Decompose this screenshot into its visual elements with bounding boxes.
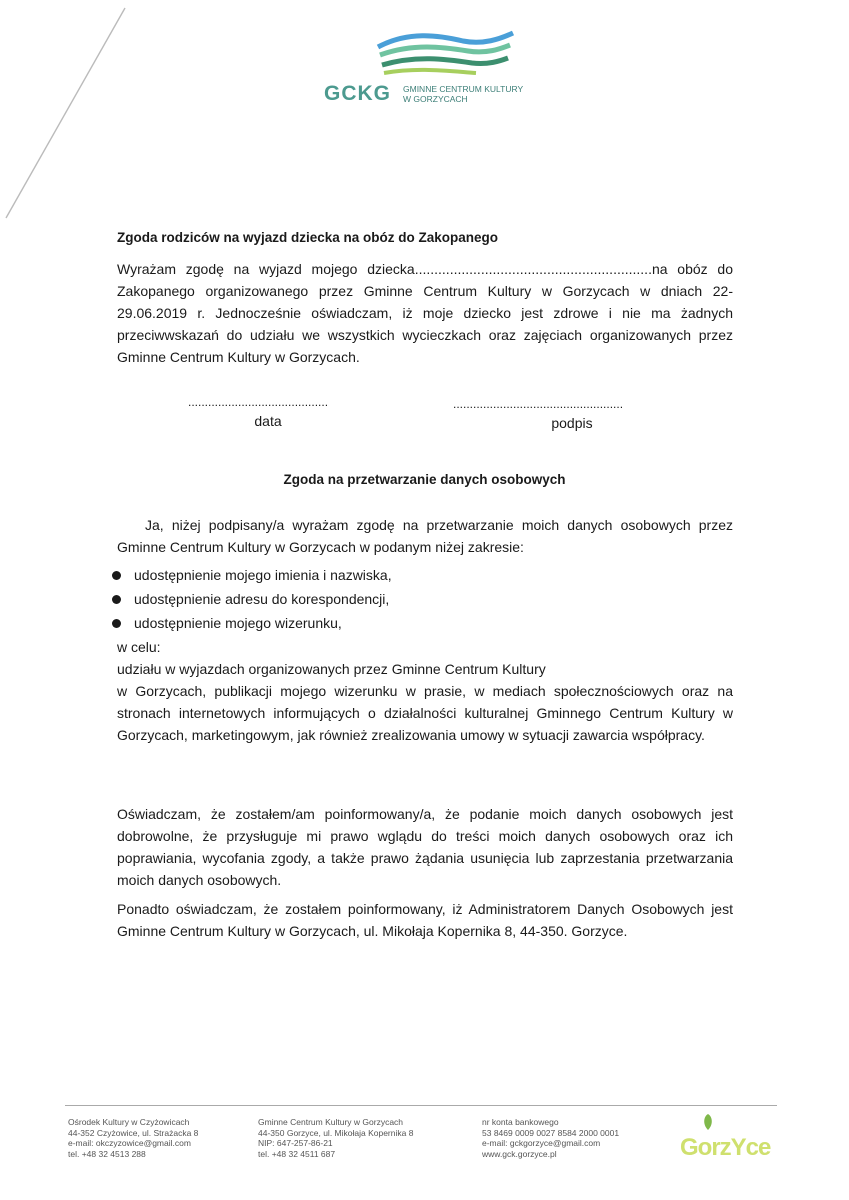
purpose-label: w celu: <box>117 639 161 655</box>
footer-text: tel. +48 32 4513 288 <box>68 1148 146 1159</box>
purpose-text: w Gorzycach, publikacji mojego wizerunku w prasie, w mediach społecznościowych oraz na stronach internetowych informujących o działalności kulturalnej Gminnego Centrum Kultury w Gorzycach, marketingowym, jak również zrealizowania umowy w sytuacji zawarcia współpracy. <box>117 683 733 743</box>
trip-consent-body: Wyrażam zgodę na wyjazd mojego dziecka.............................................................na obóz do Zakopanego organizowanego przez Gminne Centrum Kultury w Gorzycach w dniach 22-29.06.2019 r. Jednocześnie oświadczam, iż moje dziecko jest zdrowe i nie ma żadnych przeciwwskazań do udziału we wszystkich wycieczkach oraz zajęciach organizowanych przez Gminne Centrum Kultury w Gorzycach. <box>117 261 733 365</box>
data-consent-title: Zgoda na przetwarzanie danych osobowych <box>283 472 566 487</box>
administrator-statement: Ponadto oświadczam, że zostałem poinformowany, iż Administratorem Danych Osobowych jest Gminne Centrum Kultury w Gorzycach, ul. Mikołaja Kopernika 8, 44-350. Gorzyce. <box>117 901 733 939</box>
signature-line: ................................................... <box>453 397 624 411</box>
wave-logo-icon <box>368 25 518 85</box>
footer-text: nr konta bankowego <box>482 1117 559 1127</box>
gorzyce-logo <box>676 1112 786 1172</box>
rights-statement: Oświadczam, że zostałem/am poinformowany/a, że podanie moich danych osobowych jest dobrowolne, że przysługuje mi prawo wglądu do treści moich danych osobowych oraz ich poprawiania, wycofania zgody, a także prawo żądania usunięcia lub zaprzestania przetwarzania moich danych osobowych. <box>117 806 733 888</box>
purpose-first-line: udziału w wyjazdach organizowanych przez Gminne Centrum Kultury <box>117 661 546 677</box>
footer-divider <box>65 1105 777 1106</box>
footer-text: Ośrodek Kultury w Czyżowicach <box>68 1117 190 1127</box>
data-consent-intro: Ja, niżej podpisany/a wyrażam zgodę na przetwarzanie moich danych osobowych przez Gminne Centrum Kultury w Gorzycach w podanym niżej zakresie: <box>117 517 733 555</box>
logo-institution-name <box>403 84 543 104</box>
list-item: udostępnienie adresu do korespondencji, <box>112 587 392 611</box>
footer-text: 53 8469 0009 0027 8584 2000 0001 <box>482 1127 620 1138</box>
footer-text: 44-352 Czyżowice, ul. Strażacka 8 <box>68 1127 199 1138</box>
footer-text: www.gck.gorzyce.pl <box>482 1148 557 1159</box>
date-label: data <box>254 413 282 429</box>
consent-scope-list <box>112 563 392 635</box>
list-item: udostępnienie mojego imienia i nazwiska, <box>112 563 392 587</box>
footer-column-gorzyce <box>258 1117 413 1159</box>
footer-column-bank <box>482 1117 619 1159</box>
gorzyce-logo-word: GorzYce <box>680 1134 771 1161</box>
logo-name-line2: W GORZYCACH <box>403 94 468 104</box>
footer-text: 44-350 Gorzyce, ul. Mikołaja Kopernika 8 <box>258 1127 414 1138</box>
footer-text: tel. +48 32 4511 687 <box>258 1148 336 1159</box>
gckg-logo <box>318 25 548 115</box>
footer-text: Gminne Centrum Kultury w Gorzycach <box>258 1117 404 1127</box>
date-signature-line: .......................................... <box>188 395 329 409</box>
list-item: udostępnienie mojego wizerunku, <box>112 611 392 635</box>
footer-text: e-mail: okczyzowice@gmail.com <box>68 1138 191 1148</box>
leaf-icon <box>698 1112 718 1132</box>
trip-consent-title: Zgoda rodziców na wyjazd dziecka na obóz do Zakopanego <box>117 230 499 245</box>
footer-column-czyzowice <box>68 1117 198 1159</box>
logo-name-line1: GMINNE CENTRUM KULTURY <box>403 84 524 94</box>
footer-text: e-mail: gckgorzyce@gmail.com <box>482 1138 601 1148</box>
logo-abbreviation: GCKG <box>324 82 391 105</box>
signature-label: podpis <box>551 415 593 431</box>
footer-text: NIP: 647-257-86-21 <box>258 1138 333 1148</box>
